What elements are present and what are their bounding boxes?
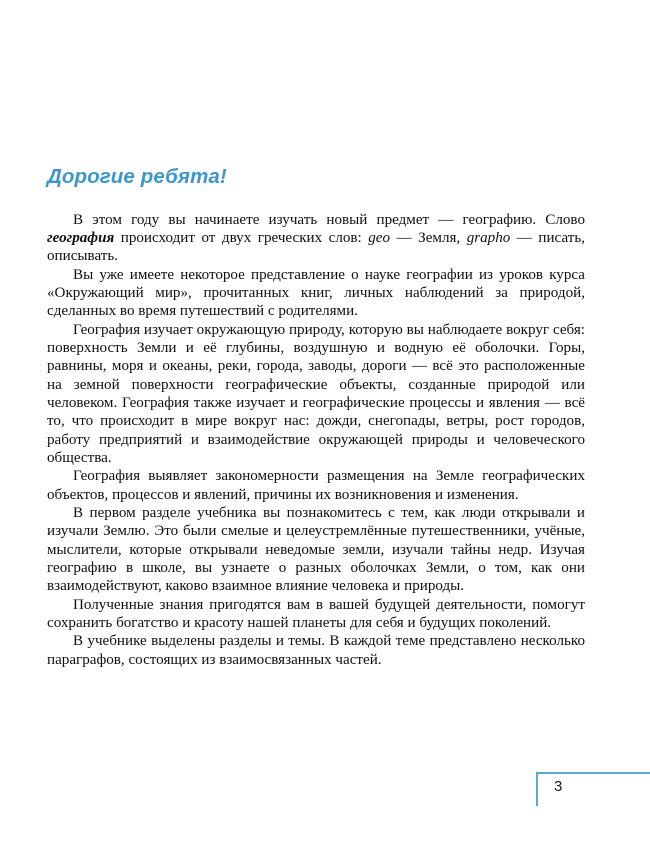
emphasis-term: география xyxy=(47,229,115,246)
paragraph-6: Полученные знания пригодятся вам в вашей будущей деятельности, помогут сохранить богатство и красоту нашей планеты для себя и будущих поколений. xyxy=(47,596,585,632)
paragraph-5: В первом разделе учебника вы познакомитесь с тем, как люди открывали и изучали Землю. Это были смелые и целеустремлённые путешественники, учёные, мыслители, которые открывали неведомые земли, изучали тайны недр. Изучая географию в школе, вы узнаете о разных оболочках Земли, о том, как они взаимодействуют, каково взаимное влияние человека и природы. xyxy=(47,505,585,595)
paragraph-4: География выявляет закономерности размещения на Земле географических объектов, процессов и явлений, причины их возникновения и изменения. xyxy=(47,468,585,503)
paragraph-2: Вы уже имеете некоторое представление о науке географии из уроков курса «Окружающий мир», прочитанных книг, личных наблюдений за природой, сделанных во время путешествий с родителями. xyxy=(47,266,585,320)
foreign-term: geo xyxy=(368,229,391,246)
page-content xyxy=(47,166,585,669)
paragraph-1: В этом году вы начинаете изучать новый предмет — географию. Слово география происходит от двух греческих слов: geo — Земля, grapho — писать, описывать. xyxy=(47,211,585,265)
page-number: 3 xyxy=(554,778,563,795)
paragraph-3: География изучает окружающую природу, которую вы наблюдаете вокруг себя: поверхность Земли и её глубины, воздушную и водную её оболочки. Горы, равнины, моря и океаны, реки, города, заводы, дороги — всё это расположенные на земной поверхности географические объекты, созданные природой или человеком. География также изучает и географические процессы и явления — всё то, что происходит в мире вокруг нас: дожди, снегопады, ветры, рост городов, работу предприятий и взаимодействие окружающей природы и человеческого общества. xyxy=(47,321,585,467)
paragraph-7: В учебнике выделены разделы и темы. В каждой теме представлено несколько параграфов, состоящих из взаимосвязанных частей. xyxy=(47,633,585,668)
folio-rule-horizontal xyxy=(536,772,650,774)
folio-rule-vertical xyxy=(536,772,538,806)
page-footer-folio xyxy=(536,772,650,806)
foreign-term: grapho xyxy=(466,229,511,246)
page-title: Дорогие ребята! xyxy=(47,165,227,188)
